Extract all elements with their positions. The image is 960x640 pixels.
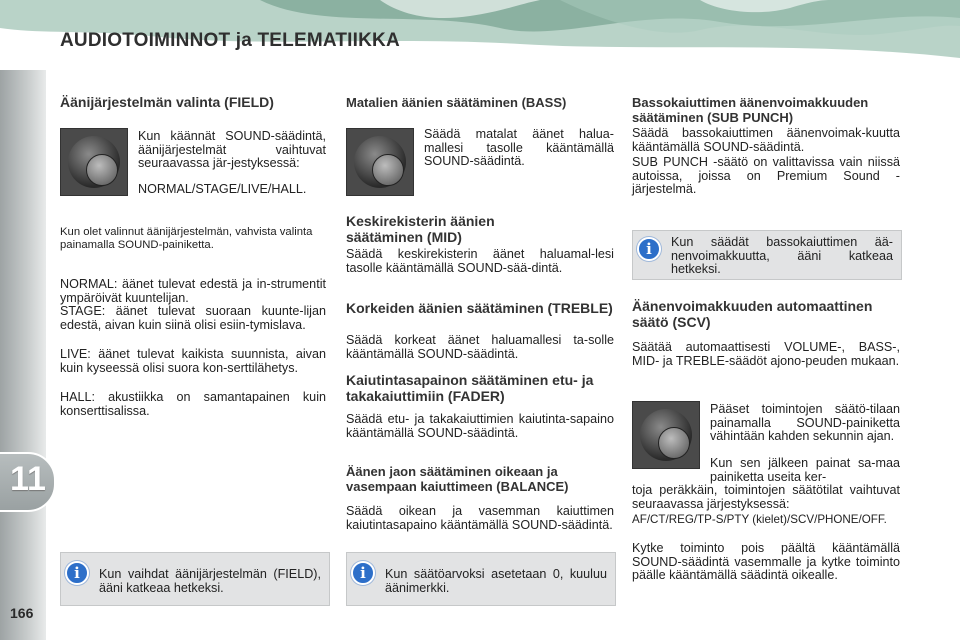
balance-info-box bbox=[346, 552, 616, 606]
mid-heading: Keskirekisterin äänien säätäminen (MID) bbox=[346, 213, 495, 245]
field-info-text: Kun vaihdat äänijärjestelmän (FIELD), ääni katkeaa hetkeksi. bbox=[99, 567, 321, 595]
field-note: Kun olet valinnut äänijärjestelmän, vahvista valinta painamalla SOUND-painiketta. bbox=[60, 226, 313, 251]
scv-sequence: AF/CT/REG/TP-S/PTY (kielet)/SCV/PHONE/OFF. bbox=[632, 513, 887, 526]
balance-heading: Äänen jaon säätäminen oikeaan ja vasempaan kaiuttimeen (BALANCE) bbox=[346, 464, 569, 494]
balance-text: Säädä oikean ja vasemman kaiuttimen kaiutintasapaino kääntämällä SOUND-säädintä. bbox=[346, 504, 614, 532]
mid-text: Säädä keskirekisterin äänet haluamal-lesi tasolle kääntämällä SOUND-sää-dintä. bbox=[346, 247, 614, 275]
scv-heading: Äänenvoimakkuuden automaattinen säätö (SCV) bbox=[632, 298, 873, 330]
fader-heading: Kaiutintasapainon säätäminen etu- ja takakaiuttimiin (FADER) bbox=[346, 372, 594, 404]
page-title: AUDIOTOIMINNOT ja TELEMATIIKKA bbox=[60, 30, 400, 51]
info-icon: i bbox=[637, 237, 661, 261]
treble-text: Säädä korkeat äänet haluamallesi ta-solle kääntämällä SOUND-säädintä. bbox=[346, 333, 614, 361]
page-number: 166 bbox=[10, 605, 34, 621]
field-sequence: NORMAL/STAGE/LIVE/HALL. bbox=[138, 182, 307, 196]
subpunch-heading: Bassokaiuttimen äänenvoimakkuuden säätäminen (SUB PUNCH) bbox=[632, 95, 869, 125]
page-header bbox=[0, 0, 960, 70]
subpunch-text-2: SUB PUNCH -säätö on valittavissa vain niissä autoissa, joissa on Premium Sound -järjestelmä. bbox=[632, 155, 900, 196]
sound-knob-image bbox=[60, 128, 128, 196]
balance-info-text: Kun säätöarvoksi asetetaan 0, kuuluu äänimerkki. bbox=[385, 567, 607, 595]
info-icon: i bbox=[65, 561, 89, 585]
bass-heading: Matalien äänien säätäminen (BASS) bbox=[346, 95, 567, 110]
scv-cycle-text-a: Kun sen jälkeen painat sa-maa painiketta useita ker- bbox=[710, 456, 900, 484]
subpunch-info-text: Kun säädät bassokaiuttimen ää-nenvoimakkuutta, ääni katkeaa hetkeksi. bbox=[671, 235, 893, 276]
field-info-box bbox=[60, 552, 330, 606]
field-stage: STAGE: äänet tulevat suoraan kuunte-lijan edestä, aivan kuin siinä olisi esiin-tymislava. bbox=[60, 304, 326, 332]
info-icon: i bbox=[351, 561, 375, 585]
field-heading: Äänijärjestelmän valinta (FIELD) bbox=[60, 94, 274, 110]
field-intro: Kun käännät SOUND-säädintä, äänijärjestelmät vaihtuvat seuraavassa jär-jestyksessä: bbox=[138, 129, 326, 170]
field-hall: HALL: akustiikka on samantapainen kuin konserttisalissa. bbox=[60, 390, 326, 418]
scv-exit-text: Kytke toiminto pois päältä kääntämällä SOUND-säädintä vasemmalle ja kytke toiminto päälle kääntämällä säädintä oikealle. bbox=[632, 541, 900, 582]
subpunch-info-box bbox=[632, 230, 902, 280]
bass-text: Säädä matalat äänet halua-mallesi tasolle kääntämällä SOUND-säädintä. bbox=[424, 127, 614, 168]
subpunch-text: Säädä bassokaiuttimen äänenvoimak-kuutta kääntämällä SOUND-säädintä. bbox=[632, 126, 900, 154]
scv-access-text: Pääset toimintojen säätö-tilaan painamalla SOUND-painiketta vähintään kahden sekunnin ajan. bbox=[710, 402, 900, 443]
chapter-number: 11 bbox=[10, 460, 46, 498]
field-live: LIVE: äänet tulevat kaikista suunnista, aivan kuin kyseessä olisi suora kon-serttilähetys. bbox=[60, 347, 326, 375]
sound-knob-image bbox=[632, 401, 700, 469]
scv-text: Säätää automaattisesti VOLUME-, BASS-, MID- ja TREBLE-säädöt ajono-peuden mukaan. bbox=[632, 340, 900, 368]
sidebar-strip bbox=[0, 70, 46, 640]
treble-heading: Korkeiden äänien säätäminen (TREBLE) bbox=[346, 300, 613, 316]
scv-cycle-text-b: toja peräkkäin, toimintojen säätötilat vaihtuvat seuraavassa järjestyksessä: bbox=[632, 483, 900, 511]
field-normal: NORMAL: äänet tulevat edestä ja in-strumentit ympäröivät kuuntelijan. bbox=[60, 277, 326, 305]
sound-knob-image bbox=[346, 128, 414, 196]
fader-text: Säädä etu- ja takakaiuttimien kaiutinta-sapaino kääntämällä SOUND-säädintä. bbox=[346, 412, 614, 440]
